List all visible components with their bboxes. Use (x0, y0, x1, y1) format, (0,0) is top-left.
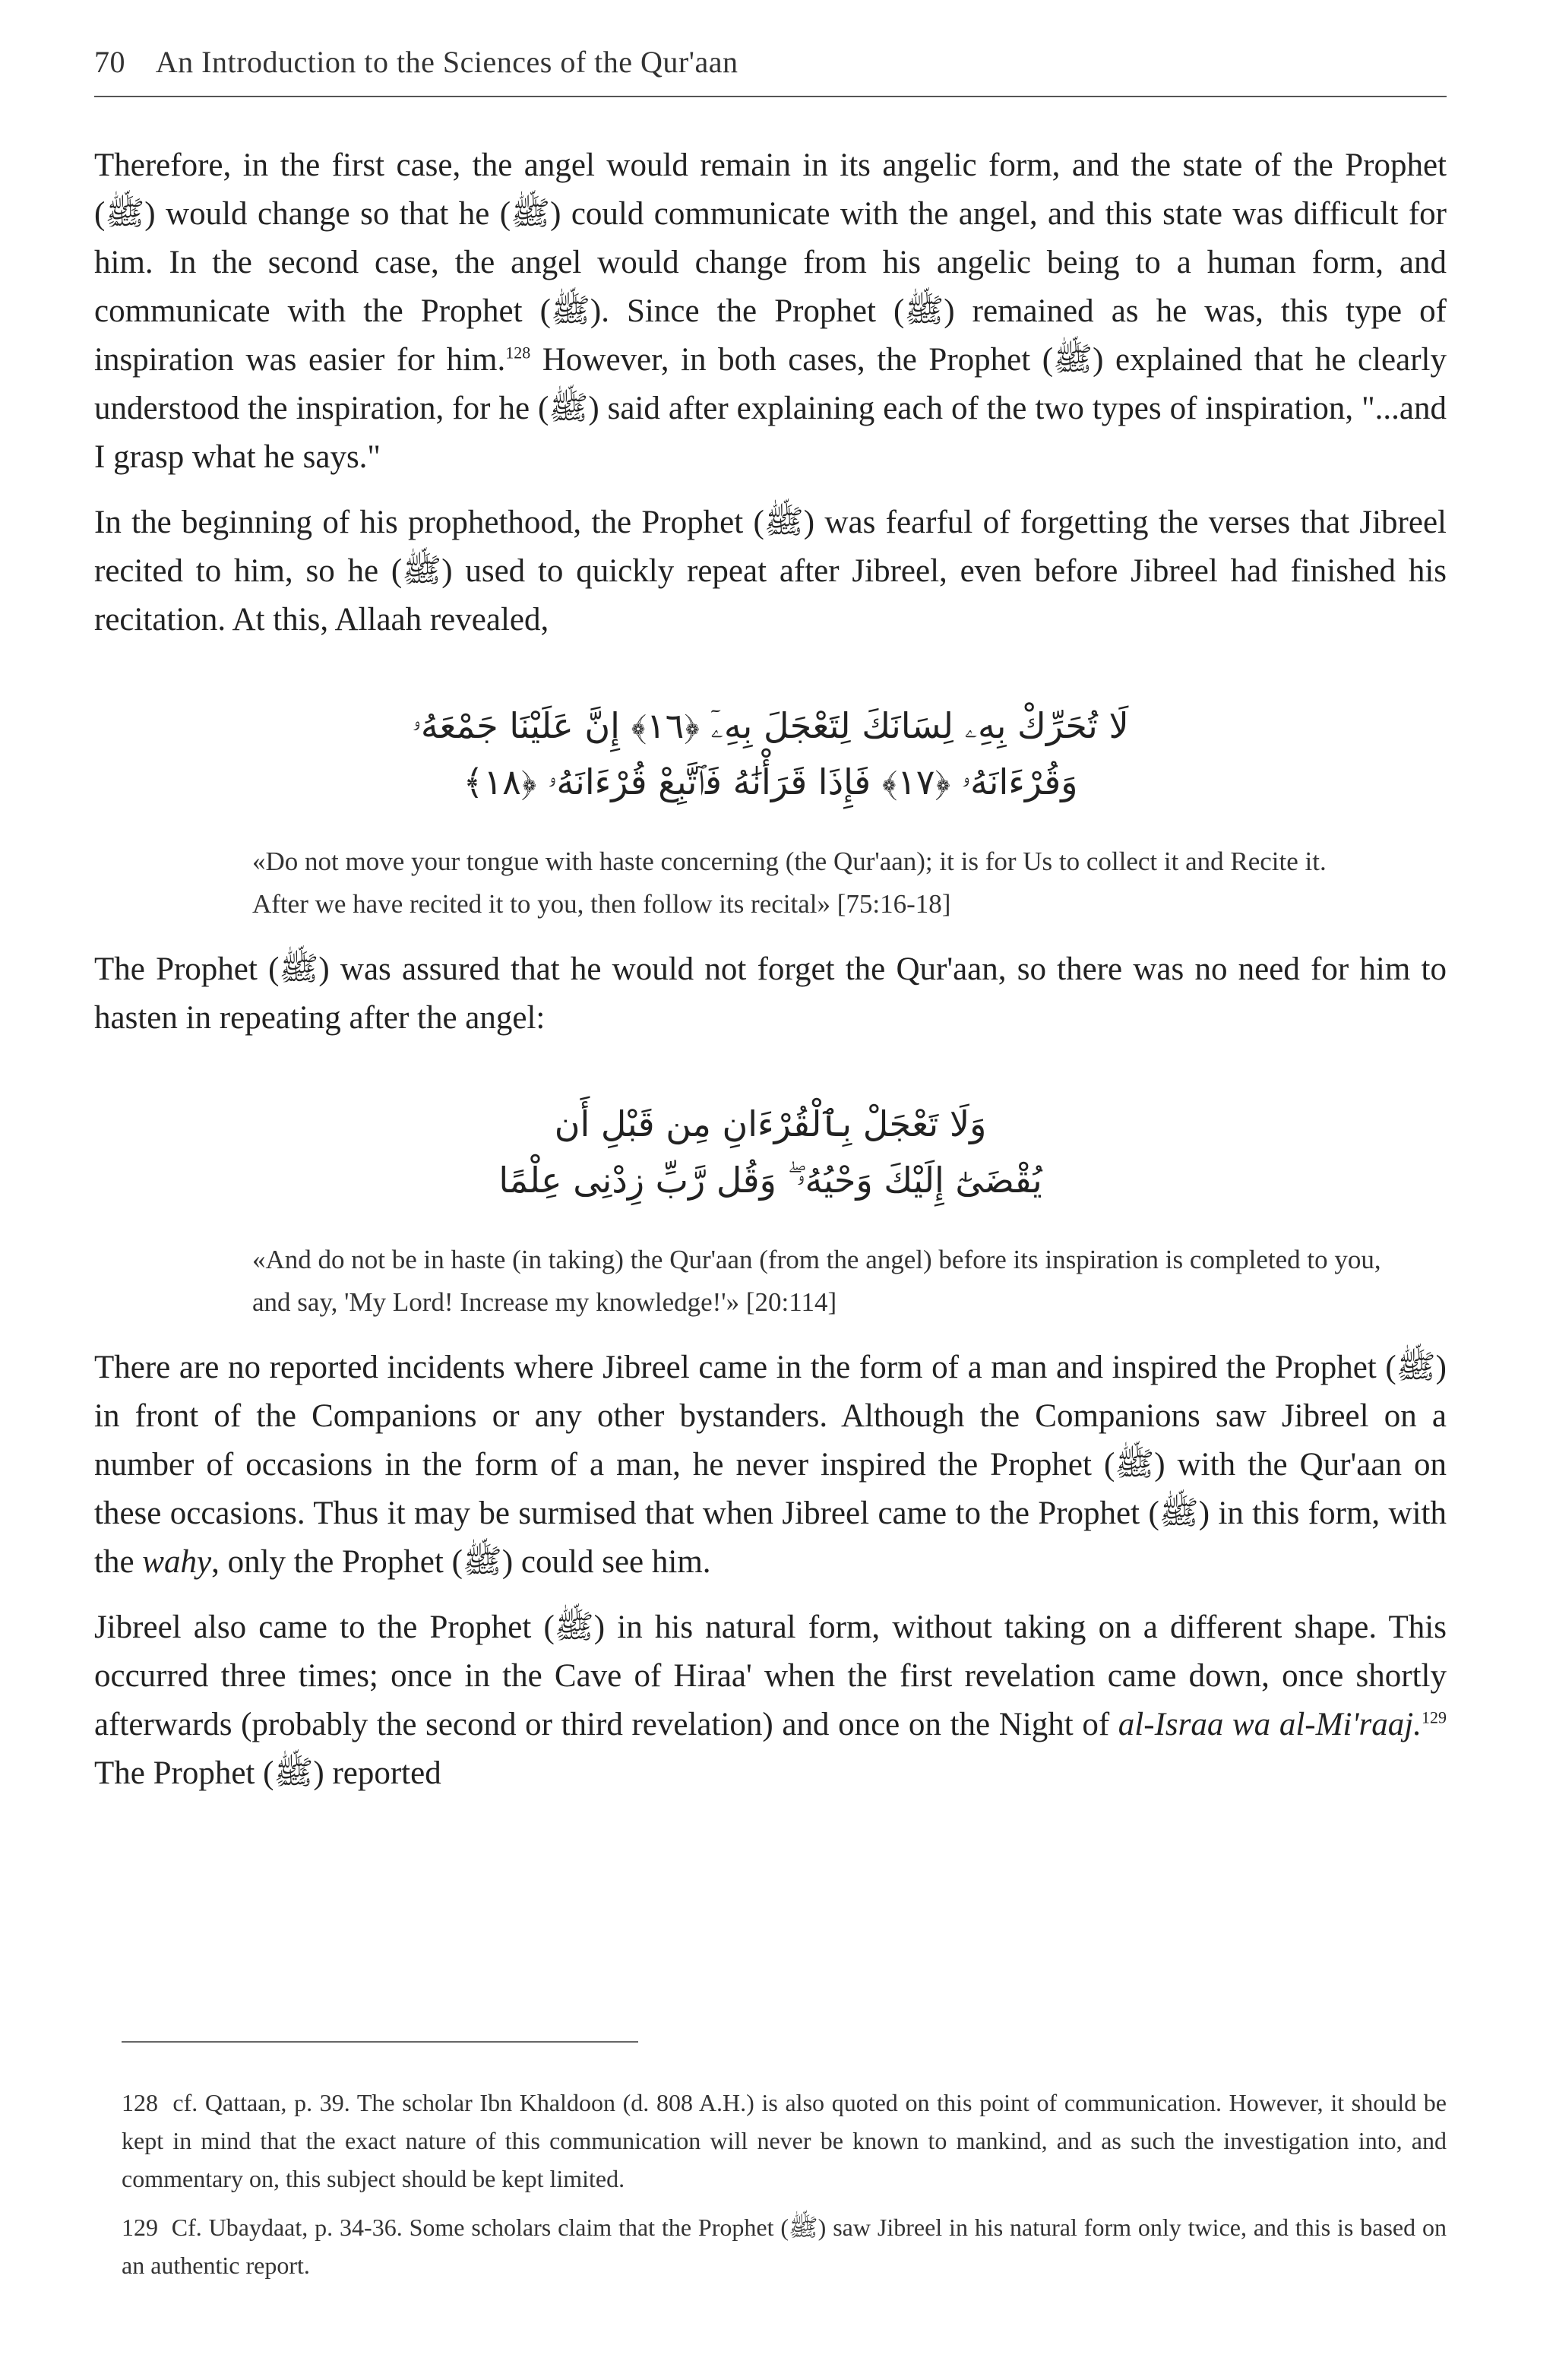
footnote-number: 129 (122, 2214, 158, 2241)
header-rule (94, 96, 1447, 97)
running-title: An Introduction to the Sciences of the Qur'aan (155, 45, 738, 79)
verse-translation-1: «Do not move your tongue with haste concerning (the Qur'aan); it is for Us to collect it and Recite it. After we have recited it to you, then follow its recital» [75:16-18] (252, 847, 1327, 919)
arabic-verse-1-line-1: لَا تُحَرِّكْ بِهِۦ لِسَانَكَ لِتَعْجَلَ بِهِۦٓ ﴿١٦﴾ إِنَّ عَلَيْنَا جَمْعَهُۥ (412, 705, 1129, 746)
italic-term-israa: al-Israa wa al-Mi'raaj. (1118, 1707, 1422, 1742)
arabic-verse-1-line-2: وَقُرْءَانَهُۥ ﴿١٧﴾ فَإِذَا قَرَأْنَٰهُ فَٱتَّبِعْ قُرْءَانَهُۥ ﴿١٨﴾ (463, 761, 1078, 802)
arabic-verse-2-line-1: وَلَا تَعْجَلْ بِٱلْقُرْءَانِ مِن قَبْلِ أَن (554, 1103, 987, 1144)
verse-translation-2: «And do not be in haste (in taking) the Qur'aan (from the angel) before its inspiration is completed to you, and say, 'My Lord! Increase my knowledge!'» [20:114] (252, 1245, 1381, 1317)
paragraph-5: Jibreel also came to the Prophet (ﷺ) in his natural form, without taking on a different shape. This occurred three times; once in the Cave of Hiraa' when the first revelation came down, once shortly afterwards (probably the second or third revelation) and once on the Night of al-Israa wa al-Mi'raaj.$^{129}$ The Prophet (ﷺ) reported (94, 1609, 1447, 1791)
arabic-verse-2-line-2: يُقْضَىٰٓ إِلَيْكَ وَحْيُهُۥ ۖ وَقُل رَّبِّ زِدْنِى عِلْمًا (498, 1160, 1042, 1201)
arabic-verse-2 (94, 1096, 1447, 1208)
italic-term-wahy: wahy (142, 1544, 212, 1580)
footnote-text: Cf. Ubaydaat, p. 34-36. Some scholars claim that the Prophet (ﷺ) saw Jibreel in his natural form only twice, and this is based on an authentic report. (122, 2214, 1447, 2279)
arabic-verse-1 (94, 698, 1447, 810)
footnotes (122, 2084, 1447, 2295)
footnote-ref-128[interactable]: 128 (505, 343, 531, 362)
footnote-ref-129[interactable]: 129 (1421, 1707, 1447, 1727)
footnote-rule (122, 2041, 638, 2043)
paragraph-4: There are no reported incidents where Jibreel came in the form of a man and inspired the Prophet (ﷺ) in front of the Companions or any other bystanders. Although the Companions saw Jibreel on a number of occasions in the form of a man, he never inspired the Prophet (ﷺ) with the Qur'aan on these occasions. Thus it may be surmised that when Jibreel came to the Prophet (ﷺ) in this form, with the wahy, only the Prophet (ﷺ) could see him. (94, 1350, 1447, 1580)
footnote-number: 128 (122, 2089, 158, 2116)
footnote-128 (122, 2084, 1447, 2198)
page-number: 70 (94, 45, 125, 79)
paragraph-3: The Prophet (ﷺ) was assured that he would not forget the Qur'aan, so there was no need for him to hasten in repeating after the angel: (94, 951, 1447, 1036)
running-header (94, 44, 1447, 80)
paragraph-1: Therefore, in the first case, the angel would remain in its angelic form, and the state of the Prophet (ﷺ) would change so that he (ﷺ) could communicate with the angel, and this state was difficult for him. In the second case, the angel would change from his angelic being to a human form, and communicate with the Prophet (ﷺ). Since the Prophet (ﷺ) remained as he was, this type of inspiration was easier for him.$^{128}$ However, in both cases, the Prophet (ﷺ) explained that he clearly understood the inspiration, for he (ﷺ) said after explaining each of the two types of inspiration, "...and I grasp what he says." (94, 147, 1447, 475)
main-text (94, 141, 1447, 1815)
paragraph-2: In the beginning of his prophethood, the Prophet (ﷺ) was fearful of forgetting the verses that Jibreel recited to him, so he (ﷺ) used to quickly repeat after Jibreel, even before Jibreel had finished his recitation. At this, Allaah revealed, (94, 505, 1447, 638)
footnote-129 (122, 2208, 1447, 2284)
footnote-text: cf. Qattaan, p. 39. The scholar Ibn Khaldoon (d. 808 A.H.) is also quoted on this point of communication. However, it should be kept in mind that the exact nature of this communication will never be known to mankind, and as such the investigation into, and commentary on, this subject should be kept limited. (122, 2089, 1447, 2192)
